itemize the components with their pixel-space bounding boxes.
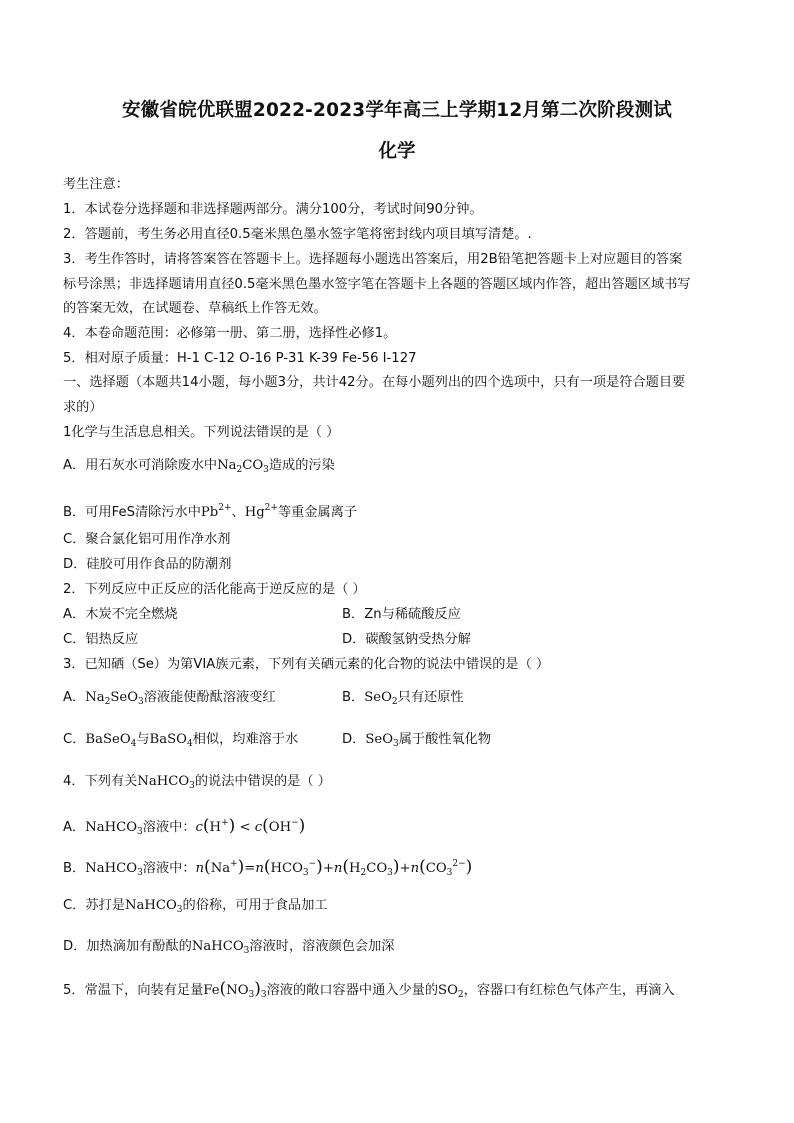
q4-option-a: A．NaHCO$_3$溶液中：c(H+) < c(OH−) xyxy=(63,816,306,837)
q4-option-c: C．苏打是NaHCO$_3$的俗称，可用于食品加工 xyxy=(63,898,328,915)
q1-option-c: C．聚合氯化铝可用作净水剂 xyxy=(63,532,231,547)
notice-item-1: 1．本试卷分选择题和非选择题两部分。满分100分，考试时间90分钟。 xyxy=(63,202,483,217)
section-heading-cont: 求的） xyxy=(63,400,103,415)
q4-b-equation: $n(Na^+)=n(HCO_3^-)+n(H_2CO_3)+n(CO_3^{2-})$ xyxy=(195,857,473,878)
q3-stem: 3．已知硒（Se）为第VIA族元素，下列有关硒元素的化合物的说法中错误的是（ ） xyxy=(63,657,550,672)
q4-option-b: B．NaHCO$_3$溶液中：$n(Na^+)=n(HCO_3^-)+n(H_2CO_3)+n(CO_3^{2-})$ xyxy=(63,857,473,878)
q3-option-d: D．SeO$_3$属于酸性氧化物 xyxy=(342,732,492,749)
q2-option-a: A．木炭不完全燃烧 xyxy=(63,607,178,622)
q2-stem: 2．下列反应中正反应的活化能高于逆反应的是（ ） xyxy=(63,582,366,597)
exam-title: 安徽省皖优联盟2022-2023学年高三上学期12月第二次阶段测试 xyxy=(121,100,672,121)
notice-item-4: 4．本卷命题范围：必修第一册、第二册，选择性必修1。 xyxy=(63,326,397,341)
section-heading: 一、选择题（本题共14小题，每小题3分，共计42分。在每小题列出的四个选项中，只有一项是符合题目要 xyxy=(63,375,686,390)
notice-item-2: 2．答题前，考生务必用直径0.5毫米黑色墨水签字笔将密封线内项目填写清楚。. xyxy=(63,227,532,242)
q4-a-inequality: c(H+) < c(OH−) xyxy=(195,816,306,836)
q3-option-c: C．BaSeO$_4$与BaSO$_4$相似，均难溶于水 xyxy=(63,732,299,749)
notice-item-3-cont: 标号涂黑；非选择题请用直径0.5毫米黑色墨水签字笔在答题卡上各题的答题区域内作答，超出答题区域书写 xyxy=(63,277,691,292)
q5-stem: 5．常温下，向装有足量$Fe(NO_3)_3$溶液的敞口容器中通入少量的$SO_2$，容器口有红棕色气体产生，再滴入 xyxy=(63,979,675,1000)
q1-option-d: D．硅胶可用作食品的防潮剂 xyxy=(63,557,232,572)
q2-option-b: B．Zn与稀硫酸反应 xyxy=(342,607,461,622)
q1-option-b: B．可用FeS清除污水中$Pb^{2+}$、$Hg^{2+}$等重金属离子 xyxy=(63,503,358,520)
notice-item-3-end: 的答案无效，在试题卷、草稿纸上作答无效。 xyxy=(63,301,327,316)
notice-item-3: 3．考生作答时，请将答案答在答题卡上。选择题每小题选出答案后，用2B铅笔把答题卡上对应题目的答案 xyxy=(63,252,683,267)
q3-option-a: A．$Na_2SeO_3$溶液能使酚酞溶液变红 xyxy=(63,690,276,707)
notice-heading: 考生注意： xyxy=(63,177,129,192)
q4-stem: 4．下列有关NaHCO$_3$的说法中错误的是（ ） xyxy=(63,774,331,791)
q2-option-d: D．碳酸氢钠受热分解 xyxy=(342,632,471,647)
q4-option-d: D．加热滴加有酚酞的NaHCO$_3$溶液时，溶液颜色会加深 xyxy=(63,939,395,956)
subject-title: 化学 xyxy=(378,141,416,162)
q1-option-a: A．用石灰水可消除废水中$Na_2CO_3$造成的污染 xyxy=(63,458,335,475)
notice-item-5: 5．相对原子质量：H-1 C-12 O-16 P-31 K-39 Fe-56 I-127 xyxy=(63,351,417,366)
q2-option-c: C．铝热反应 xyxy=(63,632,139,647)
q3-option-b: B．SeO$_2$只有还原性 xyxy=(342,690,464,707)
q1-stem: 1化学与生活息息相关。下列说法错误的是（ ） xyxy=(63,425,340,440)
